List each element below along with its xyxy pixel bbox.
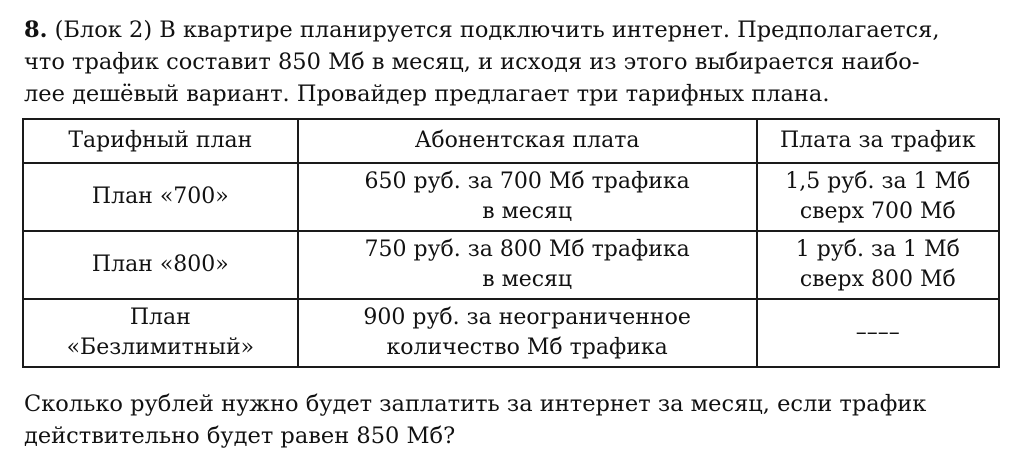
traffic-fee-cell	[757, 231, 999, 299]
header-plan: Тарифный план	[23, 119, 298, 163]
plan-name-cell	[23, 299, 298, 367]
no-traffic-fee-dash: ––––	[855, 320, 900, 345]
statement-line-1	[24, 14, 1004, 46]
table-row	[23, 299, 999, 367]
subscription-fee-cell	[298, 299, 757, 367]
plan-name-line-2: «Безлимитный»	[66, 335, 255, 360]
tariff-table	[22, 118, 1000, 368]
table-row	[23, 163, 999, 231]
header-traffic-fee: Плата за трафик	[757, 119, 999, 163]
header-subscription-fee: Абонентская плата	[298, 119, 757, 163]
subscription-fee-cell	[298, 163, 757, 231]
traffic-line-2: сверх 700 Мб	[799, 199, 956, 224]
problem-statement	[24, 14, 1004, 110]
task-number: 8.	[24, 17, 48, 43]
traffic-fee-cell	[757, 163, 999, 231]
statement-line-2: что трафик составит 850 Мб в месяц, и исходя из этого выбирается наибо-	[24, 49, 920, 75]
plan-name-cell	[23, 163, 298, 231]
plan-name: План «800»	[91, 252, 229, 277]
plan-name: План «700»	[91, 184, 229, 209]
statement-text-1: (Блок 2) В квартире планируется подключить интернет. Предполагается,	[54, 17, 940, 43]
question-text	[24, 388, 1004, 452]
fee-line-1: 900 руб. за неограниченное	[363, 305, 691, 330]
traffic-line-1: 1,5 руб. за 1 Мб	[785, 169, 971, 194]
fee-line-2: в месяц	[482, 199, 573, 224]
traffic-line-2: сверх 800 Мб	[799, 267, 956, 292]
table-row	[23, 231, 999, 299]
fee-line-2: в месяц	[482, 267, 573, 292]
question-line-2: действительно будет равен 850 Мб?	[24, 423, 456, 449]
fee-line-1: 650 руб. за 700 Мб трафика	[364, 169, 690, 194]
plan-name-cell	[23, 231, 298, 299]
plan-name-line-1: План	[129, 305, 191, 330]
subscription-fee-cell	[298, 231, 757, 299]
fee-line-1: 750 руб. за 800 Мб трафика	[364, 237, 690, 262]
question-line-1: Сколько рублей нужно будет заплатить за интернет за месяц, если трафик	[24, 391, 927, 417]
traffic-fee-cell	[757, 299, 999, 367]
statement-line-3: лее дешёвый вариант. Провайдер предлагает три тарифных плана.	[24, 81, 830, 107]
table-header-row	[23, 119, 999, 163]
traffic-line-1: 1 руб. за 1 Мб	[795, 237, 960, 262]
fee-line-2: количество Мб трафика	[386, 335, 668, 360]
